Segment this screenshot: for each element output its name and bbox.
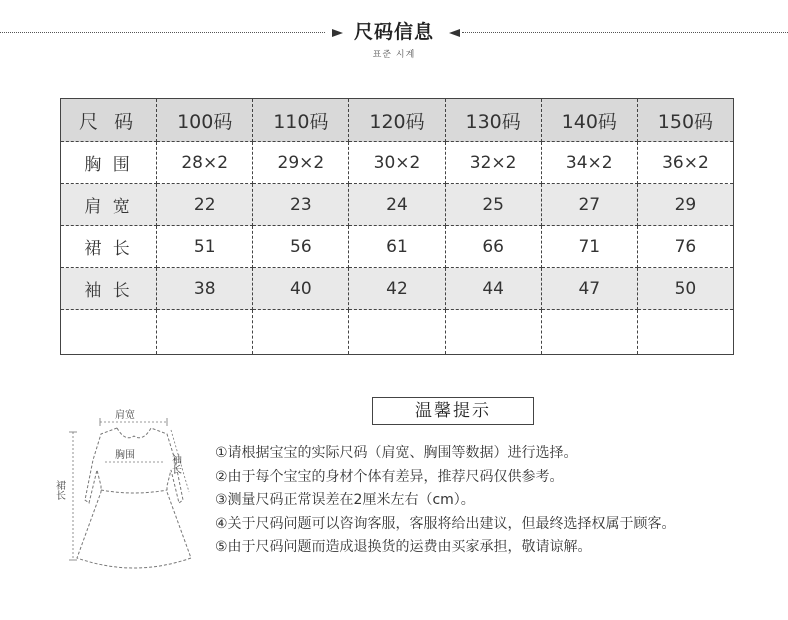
table-cell	[541, 310, 637, 355]
table-cell: 29	[637, 184, 733, 226]
page-title: 尺码信息	[353, 21, 434, 43]
table-cell	[157, 310, 253, 355]
table-header-row	[61, 99, 734, 142]
table-cell: 30×2	[349, 142, 445, 184]
table-row-empty	[61, 310, 734, 355]
table-cell: 24	[349, 184, 445, 226]
table-cell	[445, 310, 541, 355]
shoulder-width-label: 肩宽	[115, 410, 135, 421]
row-label: 袖 长	[61, 268, 157, 310]
table-row	[61, 184, 734, 226]
table-cell: 38	[157, 268, 253, 310]
column-header: 尺 码	[61, 99, 157, 142]
table-row	[61, 226, 734, 268]
table-cell: 25	[445, 184, 541, 226]
table-row	[61, 142, 734, 184]
table-cell: 71	[541, 226, 637, 268]
table-cell: 34×2	[541, 142, 637, 184]
sleeve-length-label: 袖长	[169, 454, 181, 474]
header-arrow-right-icon	[449, 29, 460, 37]
tip-item: ③测量尺码正常误差在2厘米左右（cm）。	[215, 492, 475, 508]
table-cell: 47	[541, 268, 637, 310]
dress-length-label: 裙长	[53, 480, 65, 500]
row-label: 裙 长	[61, 226, 157, 268]
table-cell: 28×2	[157, 142, 253, 184]
table-cell: 51	[157, 226, 253, 268]
table-cell: 23	[253, 184, 349, 226]
column-header: 150码	[637, 99, 733, 142]
table-cell: 50	[637, 268, 733, 310]
table-cell: 61	[349, 226, 445, 268]
table-cell: 76	[637, 226, 733, 268]
dress-measurement-illustration	[55, 400, 205, 585]
size-table	[60, 98, 734, 355]
header-divider-left	[0, 32, 325, 33]
column-header: 140码	[541, 99, 637, 142]
table-row	[61, 268, 734, 310]
column-header: 100码	[157, 99, 253, 142]
chest-label: 胸围	[115, 450, 135, 461]
table-cell	[349, 310, 445, 355]
tip-item: ⑤由于尺码问题而造成退换货的运费由买家承担，敬请谅解。	[215, 539, 592, 555]
column-header: 120码	[349, 99, 445, 142]
table-cell: 32×2	[445, 142, 541, 184]
table-cell: 36×2	[637, 142, 733, 184]
table-cell: 40	[253, 268, 349, 310]
table-cell: 27	[541, 184, 637, 226]
tip-item: ①请根据宝宝的实际尺码（肩宽、胸围等数据）进行选择。	[215, 445, 578, 461]
column-header: 110码	[253, 99, 349, 142]
column-header: 130码	[445, 99, 541, 142]
tip-item: ②由于每个宝宝的身材个体有差异，推荐尺码仅供参考。	[215, 468, 564, 485]
header-divider-right	[462, 32, 788, 33]
tips-list	[215, 442, 785, 560]
table-cell	[637, 310, 733, 355]
table-cell: 29×2	[253, 142, 349, 184]
table-cell: 44	[445, 268, 541, 310]
table-cell: 42	[349, 268, 445, 310]
table-cell: 22	[157, 184, 253, 226]
tips-title: 温馨提示	[372, 397, 534, 425]
row-label: 肩 宽	[61, 184, 157, 226]
table-cell: 66	[445, 226, 541, 268]
table-cell: 56	[253, 226, 349, 268]
row-label: 胸 围	[61, 142, 157, 184]
table-cell	[253, 310, 349, 355]
page-subtitle: 표준 시계	[372, 50, 416, 60]
row-label	[61, 310, 157, 355]
tip-item: ④关于尺码问题可以咨询客服，客服将给出建议，但最终选择权属于顾客。	[215, 515, 676, 532]
